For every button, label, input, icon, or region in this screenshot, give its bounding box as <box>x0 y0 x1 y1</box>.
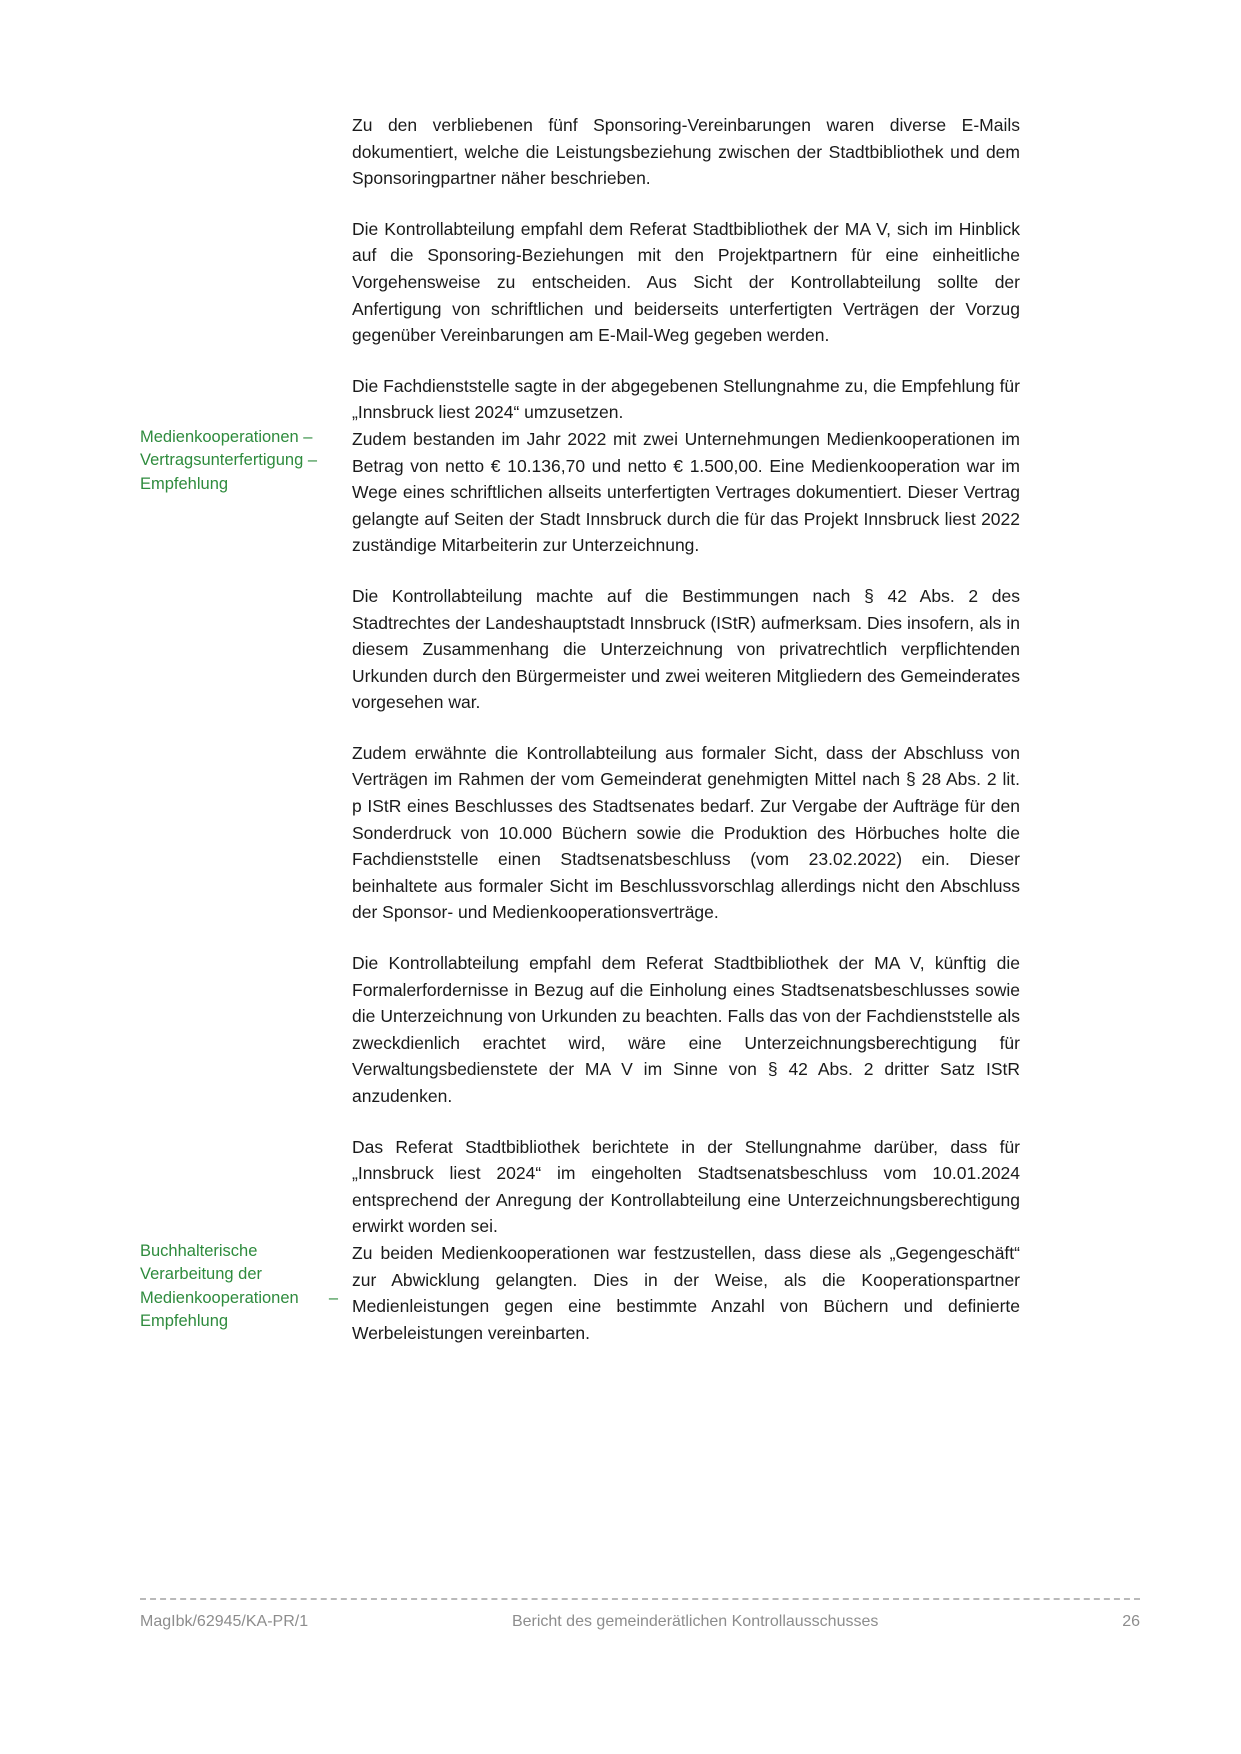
page-content <box>140 112 1020 1346</box>
footer-line <box>140 1613 1140 1631</box>
marginal-note-line: Medienkooperationen – <box>140 1288 338 1307</box>
content-block <box>140 426 1020 1240</box>
marginal-note-line: Empfehlung <box>140 474 229 493</box>
footer-divider <box>140 1598 1140 1600</box>
footer-reference: MagIbk/62945/KA-PR/1 <box>140 1613 309 1630</box>
paragraph: Das Referat Stadtbibliothek berichtete in der Stellungnahme darüber, dass für „Innsbruck liest 2024“ im eingeholten Stadtsenatsbeschluss vom 10.01.2024 entsprechend der Anregung der Kontrollabteilung eine Unterzeichnungsberechtigung erwirkt worden sei. <box>352 1136 1020 1237</box>
paragraph: Die Kontrollabteilung machte auf die Bestimmungen nach § 42 Abs. 2 des Stadtrechtes der Landeshauptstadt Innsbruck (IStR) aufmerksam. Dies insofern, als in diesem Zusammenhang die Unterzeichnung von privatrechtlich verpflichtenden Urkunden durch den Bürgermeister und zwei weiteren Mitgliedern des Gemeinderates vorgesehen war. <box>352 585 1020 713</box>
paragraph: Die Fachdienststelle sagte in der abgegebenen Stellungnahme zu, die Empfehlung für „Innsbruck liest 2024“ umzusetzen. <box>352 375 1020 423</box>
marginal-note-line: Verarbeitung der <box>140 1265 263 1284</box>
marginal-note-buchhalterische-verarbeitung <box>140 1240 352 1334</box>
paragraph: Zudem erwähnte die Kontrollabteilung aus formaler Sicht, dass der Abschluss von Verträgen im Rahmen der vom Gemeinderat genehmigten Mittel nach § 28 Abs. 2 lit. p IStR eines Beschlusses des Stadtsenates bedarf. Zur Vergabe der Aufträge für den Sonderdruck von 10.000 Büchern sowie die Produktion des Hörbuches holte die Fachdienststelle einen Stadtsenatsbeschluss (vom 23.02.2022) ein. Dieser beinhaltete aus formaler Sicht im Beschlussvorschlag allerdings nicht den Abschluss der Sponsor- und Medienkooperationsverträge. <box>352 742 1020 923</box>
content-block <box>140 1240 1020 1346</box>
paragraph: Die Kontrollabteilung empfahl dem Referat Stadtbibliothek der MA V, künftig die Formalerfordernisse in Bezug auf die Einholung eines Stadtsenatsbeschlusses sowie die Unterzeichnung von Urkunden zu beachten. Falls das von der Fachdienststelle als zweckdienlich erachtet wird, wäre eine Unterzeichnungsberechtigung für Verwaltungsbedienstete der MA V im Sinne von § 42 Abs. 2 dritter Satz IStR anzudenken. <box>352 953 1020 1106</box>
paragraph: Zu den verbliebenen fünf Sponsoring-Vereinbarungen waren diverse E-Mails dokumentiert, welche die Leistungsbeziehung zwischen der Stadtbibliothek und dem Sponsoringpartner näher beschrieben. <box>352 115 1020 189</box>
marginal-note-medienkooperationen-vertragsunterfertigung <box>140 426 352 496</box>
body-column <box>352 112 1020 426</box>
marginal-note-line: Medienkooperationen – <box>140 427 313 446</box>
paragraph: Die Kontrollabteilung empfahl dem Referat Stadtbibliothek der MA V, sich im Hinblick auf die Sponsoring-Beziehungen mit den Projektpartnern für eine einheitliche Vorgehensweise zu entscheiden. Aus Sicht der Kontrollabteilung sollte der Anfertigung von schriftlichen und beiderseits unterfertigten Verträgen der Vorzug gegenüber Vereinbarungen am E-Mail-Weg gegeben werden. <box>352 218 1020 346</box>
footer-page-number: 26 <box>1122 1613 1140 1630</box>
marginal-note-line: Buchhalterische <box>140 1241 258 1260</box>
body-column <box>352 1240 1020 1346</box>
marginal-note-line: Empfehlung <box>140 1312 229 1331</box>
paragraph: Zudem bestanden im Jahr 2022 mit zwei Unternehmungen Medienkooperationen im Betrag von netto € 10.136,70 und netto € 1.500,00. Eine Medienkooperation war im Wege eines schriftlichen allseits unterfertigten Vertrages dokumentiert. Dieser Vertrag gelangte auf Seiten der Stadt Innsbruck durch die für das Projekt Innsbruck liest 2022 zuständige Mitarbeiterin zur Unterzeichnung. <box>352 428 1020 556</box>
page-footer <box>140 1598 1140 1631</box>
body-column <box>352 426 1020 1240</box>
footer-title: Bericht des gemeinderätlichen Kontrollausschusses <box>511 1613 879 1630</box>
marginal-note-line: Vertragsunterfertigung – <box>140 451 318 470</box>
content-block <box>140 112 1020 426</box>
paragraph: Zu beiden Medienkooperationen war festzustellen, dass diese als „Gegengeschäft“ zur Abwicklung gelangten. Dies in der Weise, als die Kooperationspartner Medienleistungen gegen eine bestimmte Anzahl von Büchern und definierte Werbeleistungen vereinbarten. <box>352 1242 1020 1343</box>
